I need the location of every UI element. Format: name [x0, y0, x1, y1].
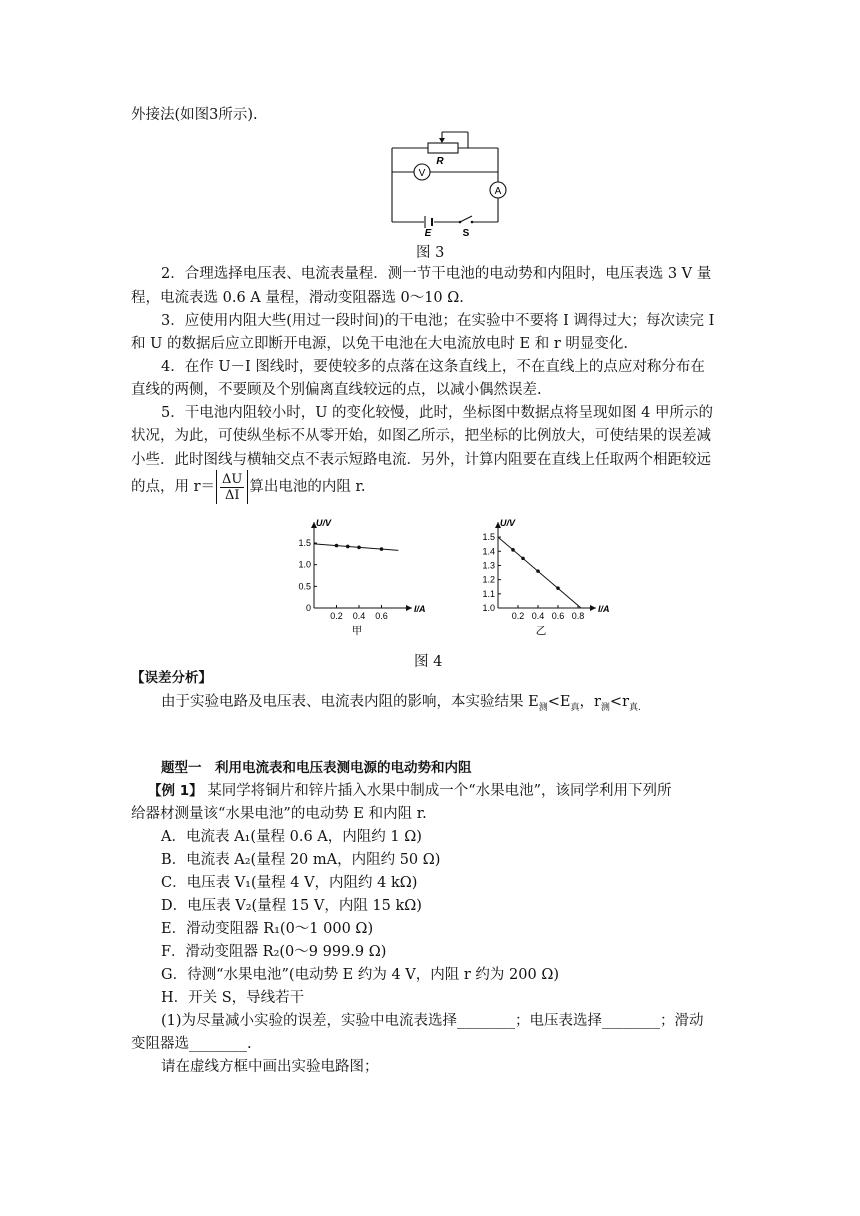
- data-point: [380, 547, 384, 551]
- example-1-line-2: 给器材测量该“水果电池”的电动势 E 和内阻 r.: [131, 806, 427, 822]
- label-v: V: [418, 168, 426, 179]
- x-tick-label: 0.8: [571, 611, 585, 621]
- p5-line-4: [131, 468, 365, 506]
- x-tick-label: 0.2: [511, 611, 525, 621]
- type1-heading: 题型一 利用电流表和电压表测电源的电动势和内阻: [161, 760, 472, 776]
- p4-line-1: 4．在作 U－I 图线时，要使较多的点落在这条直线上，不在直线上的点应对称分布在: [161, 359, 705, 375]
- example-1-line-1: [148, 781, 672, 801]
- example-1-text: 某同学将铜片和锌片插入水果中制成一个“水果电池”，该同学利用下列所: [202, 783, 672, 799]
- p5-last-post: 算出电池的内阻 r.: [249, 479, 366, 495]
- chart-label: 甲: [351, 625, 363, 637]
- error-mid-2: ，r: [579, 694, 601, 710]
- x-tick-label: 0.4: [352, 611, 366, 621]
- data-point: [556, 586, 560, 590]
- x-axis-label: I/A: [598, 604, 610, 614]
- error-mid-3: <r: [609, 694, 630, 710]
- p5-line-3: 小些．此时图线与横轴交点不表示短路电流．另外，计算内阻要在直线上任取两个相距较远: [131, 452, 711, 468]
- delta-fraction: [220, 472, 244, 503]
- data-point: [511, 548, 515, 552]
- p4-line-2: 直线的两侧，不要顾及个别偏离直线较远的点，以减小偶然误差.: [131, 382, 542, 398]
- y-tick-label: 1.1: [482, 588, 495, 599]
- x-tick-label: 0.6: [551, 611, 565, 621]
- option-g: G．待测“水果电池”(电动势 E 约为 4 V，内阻 r 约为 200 Ω): [161, 967, 560, 983]
- figure-4-caption: 图 4: [414, 654, 443, 670]
- y-tick-label: 1.5: [482, 532, 495, 543]
- p2-line-2: 程，电流表选 0.6 A 量程，滑动变阻器选 0～10 Ω.: [131, 290, 464, 306]
- x-axis-label: I/A: [414, 604, 426, 614]
- y-tick-label: 1.0: [298, 559, 311, 570]
- chart-yi: [470, 518, 610, 638]
- label-e: E: [424, 228, 432, 238]
- data-point: [521, 557, 525, 561]
- chart-jia: [286, 518, 426, 638]
- fit-line: [314, 544, 398, 551]
- y-tick-label: 1.0: [482, 603, 495, 613]
- y-tick-label: 1.3: [482, 560, 495, 571]
- p2-line-1: 2．合理选择电压表、电流表量程．测一节干电池的电动势和内阻时，电压表选 3 V 量: [161, 266, 712, 282]
- error-text: [161, 692, 641, 718]
- data-point: [346, 545, 350, 549]
- error-heading: 【误差分析】: [131, 670, 212, 686]
- x-axis-arrow: [590, 605, 596, 611]
- data-point: [357, 546, 361, 550]
- y-tick-label: 1.4: [482, 546, 495, 557]
- chart-label: 乙: [535, 625, 547, 637]
- x-axis-arrow: [406, 605, 412, 611]
- data-point: [335, 544, 339, 548]
- option-f: F．滑动变阻器 R₂(0～9 999.9 Ω): [161, 944, 387, 960]
- option-a: A．电流表 A₁(量程 0.6 A，内阻约 1 Ω): [161, 829, 422, 845]
- y-tick-label: 1.5: [298, 538, 311, 548]
- option-b: B．电流表 A₂(量程 20 mA，内阻约 50 Ω): [161, 852, 441, 868]
- option-e: E．滑动变阻器 R₁(0～1 000 Ω): [161, 921, 374, 937]
- sub-ce-1: 测: [538, 702, 548, 713]
- y-axis-label: U/V: [316, 518, 332, 528]
- p5-line-2: 状况，为此，可使纵坐标不从零开始，如图乙所示，把坐标的比例放大，可使结果的误差减: [131, 428, 711, 444]
- fraction-denominator: ΔI: [224, 487, 240, 503]
- p5-line-1: 5．干电池内阻较小时，U 的变化较慢，此时，坐标图中数据点将呈现如图 4 甲所示的: [161, 405, 713, 421]
- y-axis-label: U/V: [500, 518, 516, 528]
- sub-zhen-2: 真.: [629, 702, 641, 713]
- question-1-line-3: 请在虚线方框中画出实验电路图；: [161, 1059, 379, 1075]
- label-s: S: [462, 228, 470, 238]
- y-tick-label: 0.5: [298, 581, 311, 592]
- question-1-line-2: 变阻器选________.: [131, 1036, 252, 1052]
- p3-line-1: 3．应使用内阻大些(用过一段时间)的干电池；在实验中不要将 I 调得过大；每次读完 I: [161, 313, 715, 329]
- x-tick-label: 0.6: [375, 611, 388, 621]
- fit-line: [498, 537, 581, 608]
- sub-zhen-1: 真: [570, 702, 580, 713]
- question-1-line-1: (1)为尽量减小实验的误差，实验中电流表选择________；电压表选择________；滑动: [161, 1013, 704, 1029]
- figure-3-caption: 图 3: [416, 245, 445, 261]
- data-point: [536, 569, 540, 573]
- option-c: C．电压表 V₁(量程 4 V，内阻约 4 kΩ): [161, 875, 418, 891]
- error-mid-1: <E: [547, 694, 571, 710]
- p5-last-pre: 的点，用 r＝: [131, 479, 216, 495]
- option-d: D．电压表 V₂(量程 15 V，内阻 15 kΩ): [161, 898, 422, 914]
- p3-line-2: 和 U 的数据后应立即断开电源，以免干电池在大电流放电时 E 和 r 明显变化.: [131, 336, 628, 352]
- sub-ce-2: 测: [600, 702, 610, 713]
- x-tick-label: 0.2: [330, 611, 343, 621]
- label-r: R: [436, 156, 444, 167]
- option-h: H．开关 S，导线若干: [161, 990, 305, 1006]
- intro-text: 外接法(如图3所示).: [131, 107, 258, 123]
- y-tick-label: 0: [305, 603, 311, 613]
- example-tag: 【例 1】: [148, 783, 203, 799]
- x-tick-label: 0.4: [531, 611, 545, 621]
- y-tick-label: 1.2: [482, 574, 495, 585]
- figure-3-circuit: [380, 126, 510, 238]
- error-text-pre: 由于实验电路及电压表、电流表内阻的影响，本实验结果 E: [161, 694, 539, 710]
- label-a: A: [494, 186, 502, 197]
- fraction-numerator: ΔU: [222, 471, 243, 487]
